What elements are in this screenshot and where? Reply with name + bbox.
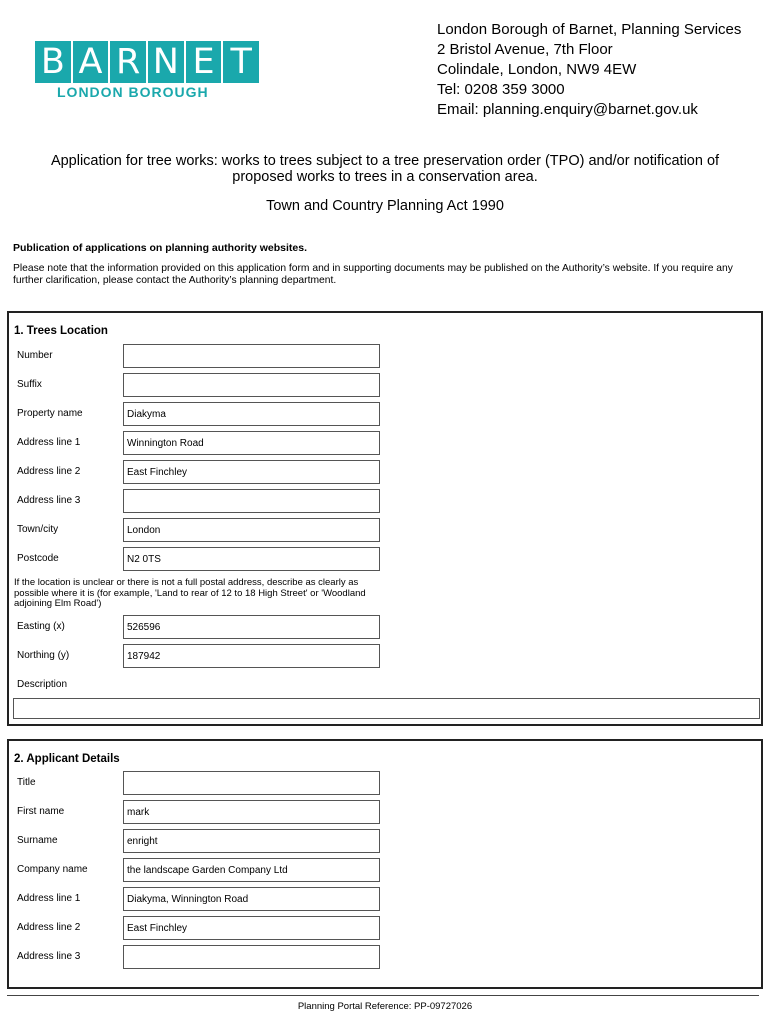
address-line-2-input[interactable]: East Finchley xyxy=(123,460,380,484)
address-line-1-input[interactable]: Diakyma, Winnington Road xyxy=(123,887,380,911)
logo-letter: B xyxy=(35,41,73,83)
logo-letter: R xyxy=(110,41,148,83)
field-label: Suffix xyxy=(17,379,42,390)
section-trees-location xyxy=(7,311,763,726)
field-label: Address line 2 xyxy=(17,466,81,477)
field-label: Number xyxy=(17,350,53,361)
field-row xyxy=(9,829,761,855)
field-label: Address line 1 xyxy=(17,437,81,448)
field-row xyxy=(9,615,761,641)
publication-heading: Publication of applications on planning authority websites. xyxy=(13,242,308,254)
logo-letter: N xyxy=(148,41,186,83)
logo-letter: A xyxy=(73,41,111,83)
logo-subtitle: LONDON BOROUGH xyxy=(57,84,209,100)
field-label: Surname xyxy=(17,835,58,846)
field-row xyxy=(9,800,761,826)
field-label: Address line 1 xyxy=(17,893,81,904)
barnet-logo xyxy=(35,41,259,83)
description-input[interactable] xyxy=(13,698,760,719)
field-label: Easting (x) xyxy=(17,621,65,632)
easting-input[interactable]: 526596 xyxy=(123,615,380,639)
address-line-3-input[interactable] xyxy=(123,945,380,969)
field-row xyxy=(9,945,761,971)
field-row xyxy=(9,489,761,515)
field-label: Town/city xyxy=(17,524,59,535)
field-label: Company name xyxy=(17,864,88,875)
act-title: Town and Country Planning Act 1990 xyxy=(266,198,504,214)
field-label: Northing (y) xyxy=(17,650,70,661)
field-label: Postcode xyxy=(17,553,59,564)
address-line: London Borough of Barnet, Planning Services xyxy=(437,21,742,38)
logo-letter: E xyxy=(186,41,224,83)
field-row xyxy=(9,373,761,399)
section-applicant-details xyxy=(7,739,763,989)
field-label: Property name xyxy=(17,408,83,419)
form-title: Application for tree works: works to trees subject to a tree preservation order (TPO) and/or notification of proposed works to trees in a conservation area. xyxy=(50,153,720,185)
footer-reference: Planning Portal Reference: PP-09727026 xyxy=(297,1001,473,1012)
address-line-3-input[interactable] xyxy=(123,489,380,513)
address-line: 2 Bristol Avenue, 7th Floor xyxy=(437,41,613,58)
address-email: Email: planning.enquiry@barnet.gov.uk xyxy=(437,101,698,118)
number-input[interactable] xyxy=(123,344,380,368)
field-row xyxy=(9,547,761,573)
northing-input[interactable]: 187942 xyxy=(123,644,380,668)
section-title: 1. Trees Location xyxy=(14,325,108,337)
description-label: Description xyxy=(17,679,68,690)
address-line: Colindale, London, NW9 4EW xyxy=(437,61,637,78)
address-tel: Tel: 0208 359 3000 xyxy=(437,81,565,98)
field-row xyxy=(9,887,761,913)
title-input[interactable] xyxy=(123,771,380,795)
council-address xyxy=(437,20,741,120)
town-city-input[interactable]: London xyxy=(123,518,380,542)
property-name-input[interactable]: Diakyma xyxy=(123,402,380,426)
field-row xyxy=(9,344,761,370)
first-name-input[interactable]: mark xyxy=(123,800,380,824)
field-row xyxy=(9,916,761,942)
field-row xyxy=(9,858,761,884)
field-label: First name xyxy=(17,806,65,817)
suffix-input[interactable] xyxy=(123,373,380,397)
field-row xyxy=(9,644,761,670)
field-row xyxy=(9,431,761,457)
field-row xyxy=(9,771,761,797)
location-note: If the location is unclear or there is not a full postal address, describe as clearly as possible where it is (for example, 'Land to rear of 12 to 18 High Street' or 'Woodland adjoining Elm Road') xyxy=(14,577,366,609)
field-row xyxy=(9,402,761,428)
field-row xyxy=(9,518,761,544)
field-label: Address line 3 xyxy=(17,495,81,506)
logo-letter: T xyxy=(223,41,259,83)
field-label: Title xyxy=(17,777,36,788)
section-title: 2. Applicant Details xyxy=(14,753,120,765)
footer-divider xyxy=(7,995,759,996)
surname-input[interactable]: enright xyxy=(123,829,380,853)
address-line-2-input[interactable]: East Finchley xyxy=(123,916,380,940)
address-line-1-input[interactable]: Winnington Road xyxy=(123,431,380,455)
company-name-input[interactable]: the landscape Garden Company Ltd xyxy=(123,858,380,882)
field-label: Address line 3 xyxy=(17,951,81,962)
publication-text: Please note that the information provided on this application form and in supporting documents may be published on the Authority’s website. If you require any further clarification, please contact the Authority’s planning department. xyxy=(13,263,733,286)
field-label: Address line 2 xyxy=(17,922,81,933)
field-row xyxy=(9,460,761,486)
postcode-input[interactable]: N2 0TS xyxy=(123,547,380,571)
